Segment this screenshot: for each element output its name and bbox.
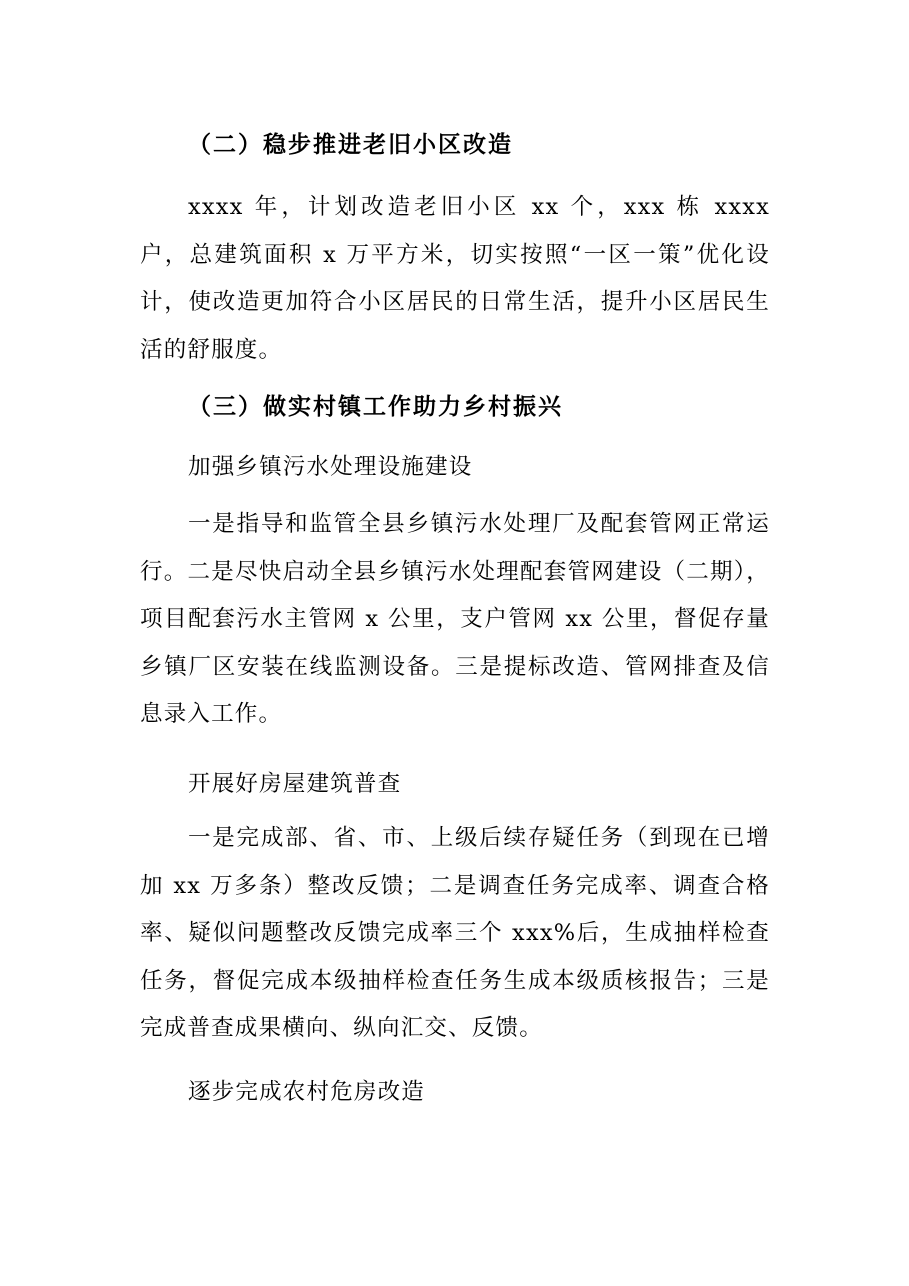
- subheading-rural-housing: 逐步完成农村危房改造: [188, 1079, 426, 1105]
- section-heading-3: （三）做实村镇工作助力乡村振兴: [188, 394, 563, 420]
- subheading-building-census: 开展好房屋建筑普查: [188, 771, 402, 797]
- subheading-sewage-facilities: 加强乡镇污水处理设施建设: [188, 454, 473, 480]
- paragraph-sewage-treatment: 一是指导和监管全县乡镇污水处理厂及配套管网正常运行。二是尽快启动全县乡镇污水处理配套管网建设（二期），项目配套污水主管网 x 公里，支户管网 xx 公里，督促存量乡镇厂区安装在线监测设备。三是提标改造、管网排查及信息录入工作。: [140, 511, 770, 727]
- section-heading-2: （二）稳步推进老旧小区改造: [188, 132, 513, 158]
- paragraph-old-community-renovation: xxxx 年，计划改造老旧小区 xx 个，xxx 栋 xxxx 户，总建筑面积 x 万平方米，切实按照“一区一策”优化设计，使改造更加符合小区居民的日常生活，提升小区居民生活的舒服度。: [140, 194, 770, 363]
- paragraph-building-census: 一是完成部、省、市、上级后续存疑任务（到现在已增加 xx 万多条）整改反馈；二是调查任务完成率、调查合格率、疑似问题整改反馈完成率三个 xxx%后，生成抽样检查任务，督促完成本级抽样检查任务生成本级质核报告；三是完成普查成果横向、纵向汇交、反馈。: [140, 825, 770, 1041]
